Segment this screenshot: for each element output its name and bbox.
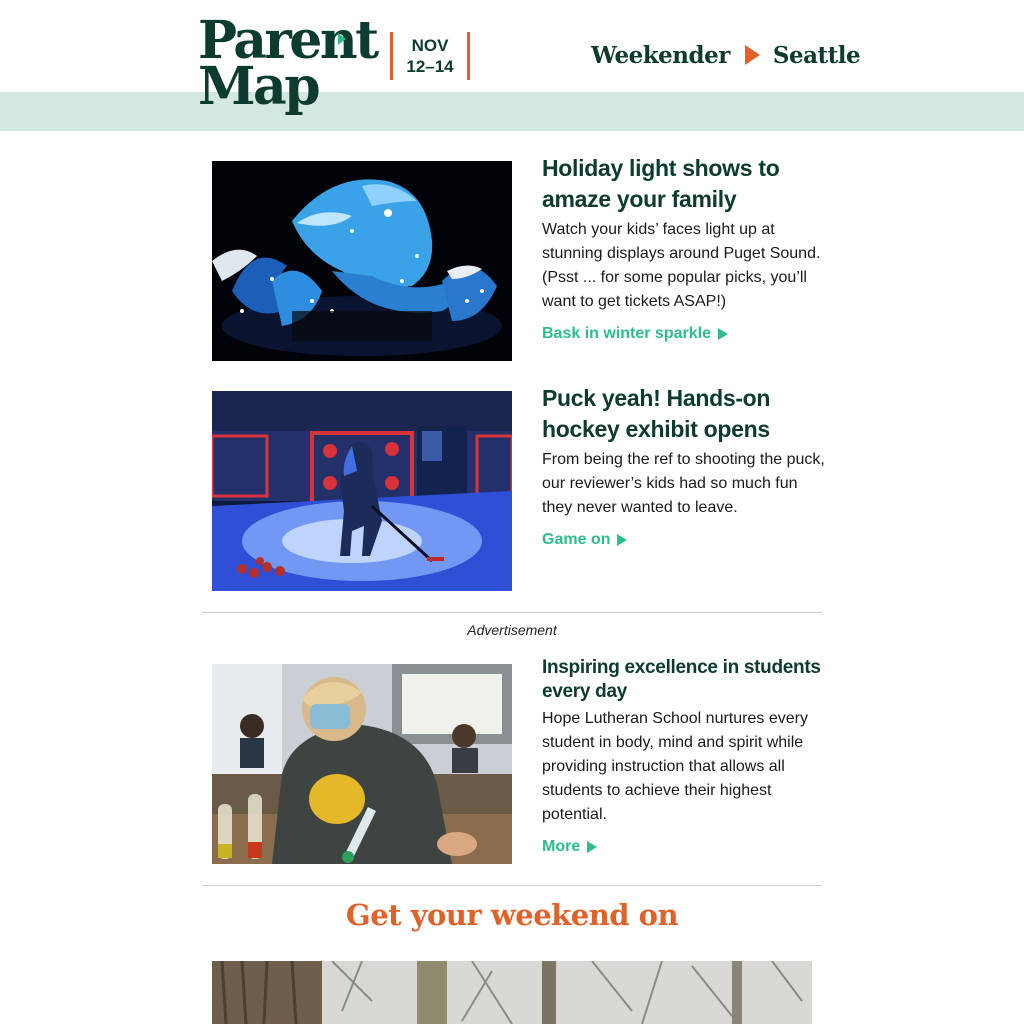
divider [202, 612, 822, 613]
article-text [542, 656, 827, 856]
sponsored-title[interactable]: Inspiring excellence in students every day [542, 657, 821, 702]
divider [202, 885, 822, 886]
article-description: Watch your kids’ faces light up at stunning displays around Puget Sound. (Psst ... for some popular picks, you’ll want to get tickets ASAP!) [542, 221, 821, 310]
section-heading: Get your weekend on [345, 898, 679, 932]
logo-word-parent: Parent [198, 10, 377, 71]
play-arrow-icon [617, 534, 627, 546]
cta-label: Game on [542, 531, 611, 548]
article-title[interactable]: Holiday light shows to amaze your family [542, 155, 780, 212]
newsletter-title [591, 38, 860, 72]
article-title[interactable]: Puck yeah! Hands-on hockey exhibit opens [542, 385, 771, 442]
article-text [542, 153, 827, 343]
dolphin-lantern-image[interactable] [212, 161, 512, 361]
article-text [542, 383, 827, 549]
header-band [0, 92, 1024, 131]
sponsored-description: Hope Lutheran School nurtures every student in body, mind and spirit while providing instruction that allows all students to achieve their highest potential. [542, 710, 808, 823]
issue-date-range: 12–14 [406, 57, 454, 76]
advertisement-label: Advertisement [467, 622, 557, 638]
more-link[interactable] [542, 838, 597, 856]
play-arrow-icon [587, 841, 597, 853]
classroom-student-image[interactable] [212, 664, 512, 864]
play-arrow-icon [745, 45, 760, 65]
forest-trees-image[interactable] [212, 961, 812, 1024]
newsletter-city: Seattle [772, 41, 861, 69]
play-arrow-icon [718, 328, 728, 340]
issue-date [390, 32, 470, 80]
cta-label: More [542, 838, 581, 855]
cta-label: Bask in winter sparkle [542, 325, 711, 342]
newsletter-name: Weekender [591, 41, 730, 69]
game-on-link[interactable] [542, 531, 627, 549]
article-description: From being the ref to shooting the puck, our reviewer’s kids had so much fun they never wanted to leave. [542, 451, 825, 516]
logo-word-map: Map [198, 56, 319, 117]
hockey-exhibit-image[interactable] [212, 391, 512, 591]
parentmap-logo[interactable] [198, 10, 377, 117]
issue-date-month: NOV [411, 36, 449, 55]
logo-play-icon [338, 33, 346, 45]
bask-in-winter-sparkle-link[interactable] [542, 325, 728, 343]
email-header [0, 0, 1024, 131]
